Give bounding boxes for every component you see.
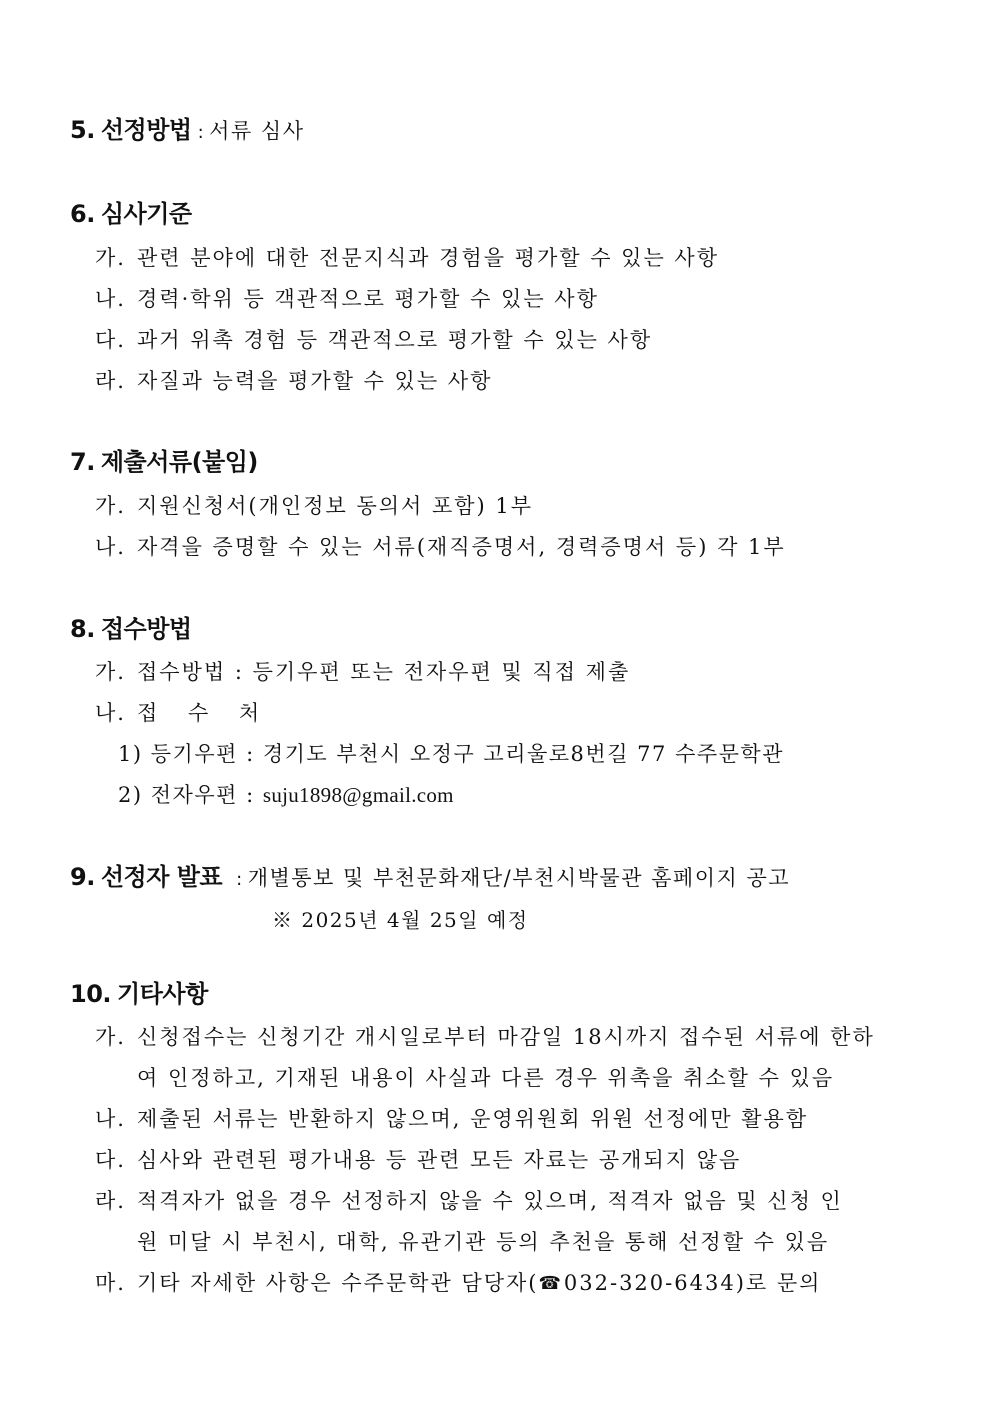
list-item [95, 1268, 821, 1299]
item-marker: 나. [95, 535, 126, 559]
item-text: 자격을 증명할 수 있는 서류(재직증명서, 경력증명서 등) 각 1부 [137, 535, 786, 559]
section-number: 8. [70, 615, 95, 643]
section-10-heading [70, 979, 208, 1009]
item-text: 적격자가 없을 경우 선정하지 않을 수 있으며, 적격자 없음 및 신청 인 [137, 1189, 843, 1213]
item-text: 접수방법 : 등기우편 또는 전자우편 및 직접 제출 [137, 660, 631, 684]
section-title: 접수방법 [100, 615, 192, 643]
item-text: 제출된 서류는 반환하지 않으며, 운영위원회 위원 선정에만 활용함 [137, 1107, 809, 1131]
section-number: 6. [70, 200, 95, 228]
item-text: 관련 분야에 대한 전문지식과 경험을 평가할 수 있는 사항 [137, 246, 719, 270]
section-8-heading [70, 614, 192, 644]
item-text: 과거 위촉 경험 등 객관적으로 평가할 수 있는 사항 [137, 328, 653, 352]
item-marker: 나. [95, 701, 126, 725]
item-marker: 가. [95, 494, 126, 518]
list-item [95, 366, 492, 396]
section-title: 제출서류(붙임) [100, 448, 258, 476]
sub-list-item [118, 739, 784, 769]
item-marker: 가. [95, 660, 126, 684]
section-title: 심사기준 [100, 200, 192, 228]
section-inline-text: 서류 심사 [209, 119, 305, 143]
item-text: 자질과 능력을 평가할 수 있는 사항 [137, 369, 493, 393]
subitem-marker: 1) [118, 742, 143, 766]
section-6-heading [70, 199, 192, 229]
item-marker: 나. [95, 287, 126, 311]
list-item [95, 1186, 843, 1216]
item-continuation: 여 인정하고, 기재된 내용이 사실과 다른 경우 위촉을 취소할 수 있음 [137, 1066, 835, 1090]
list-item [95, 1104, 808, 1134]
telephone-icon: ☎ [538, 1273, 563, 1294]
list-item [95, 657, 630, 687]
item-text-before: 기타 자세한 사항은 수주문학관 담당자( [137, 1271, 539, 1295]
section-number: 9. [70, 863, 95, 891]
list-item [95, 491, 533, 521]
section-9-heading [70, 862, 790, 895]
item-marker: 라. [95, 369, 126, 393]
section-number: 7. [70, 448, 95, 476]
subitem-marker: 2) [118, 783, 143, 807]
list-item [95, 325, 652, 355]
sub-list-item [118, 780, 454, 810]
item-marker: 마. [95, 1271, 126, 1295]
subitem-label: 전자우편 : [150, 783, 255, 807]
item-text: 신청접수는 신청기간 개시일로부터 마감일 18시까지 접수된 서류에 한하 [137, 1025, 875, 1049]
list-item [95, 1022, 875, 1052]
section-5-heading [70, 115, 304, 148]
item-continuation: 원 미달 시 부천시, 대학, 유관기관 등의 추천을 통해 선정할 수 있음 [137, 1230, 830, 1254]
list-item [95, 698, 271, 728]
item-marker: 다. [95, 1148, 126, 1172]
colon: : [197, 122, 204, 143]
list-item [95, 532, 786, 562]
item-marker: 라. [95, 1189, 126, 1213]
item-text-after: )로 문의 [735, 1271, 822, 1295]
section-title: 선정방법 [100, 116, 192, 144]
email-address: suju1898@gmail.com [262, 783, 454, 807]
item-text: 접 수 처 [137, 701, 272, 725]
item-text: 심사와 관련된 평가내용 등 관련 모든 자료는 공개되지 않음 [137, 1148, 742, 1172]
section-7-heading [70, 447, 258, 477]
colon: : [236, 869, 242, 890]
section-inline-text: 개별통보 및 부천문화재단/부천시박물관 홈페이지 공고 [247, 866, 791, 890]
item-text: 지원신청서(개인정보 동의서 포함) 1부 [137, 494, 534, 518]
subitem-text: 등기우편 : 경기도 부천시 오정구 고리울로8번길 77 수주문학관 [150, 742, 784, 766]
section-number: 5. [70, 116, 95, 144]
item-marker: 다. [95, 328, 126, 352]
section-number: 10. [70, 980, 112, 1008]
item-text: 경력·학위 등 객관적으로 평가할 수 있는 사항 [137, 287, 599, 311]
list-item [95, 284, 599, 314]
section-title: 기타사항 [117, 980, 208, 1008]
phone-number: 032-320-6434 [563, 1271, 736, 1295]
list-item [95, 1145, 741, 1175]
item-marker: 가. [95, 1025, 126, 1049]
section-title: 선정자 발표 [100, 863, 223, 891]
item-marker: 가. [95, 246, 126, 270]
item-marker: 나. [95, 1107, 126, 1131]
announcement-date-note: ※ 2025년 4월 25일 예정 [272, 908, 529, 932]
list-item [95, 243, 719, 273]
